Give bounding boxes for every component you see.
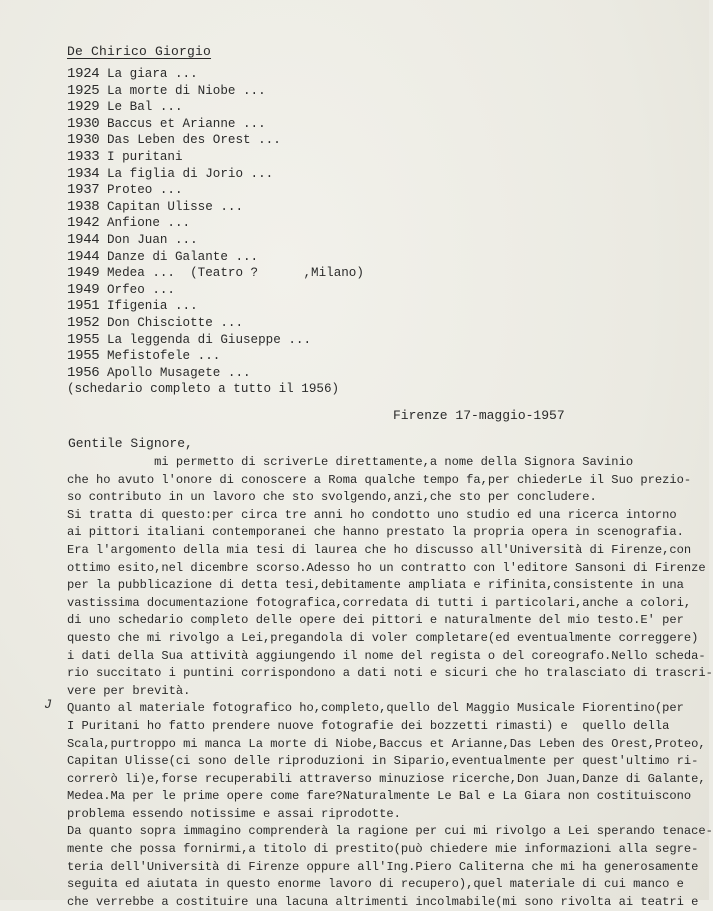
work-year: 1951 (67, 298, 100, 315)
work-item (67, 332, 364, 349)
work-year: 1930 (67, 115, 100, 132)
body-line: problema essendo notissime e assai riprodotte. (67, 806, 401, 821)
body-line: rio succitato i puntini corrispondono a dati noti e sicuri che ho tralasciato di trascri- (67, 666, 713, 681)
work-title: Das Leben des Orest ... (106, 133, 281, 148)
work-year: 1949 (67, 281, 100, 298)
work-item (67, 298, 364, 315)
work-item (67, 182, 364, 199)
work-item (67, 265, 364, 282)
work-year: 1955 (67, 348, 100, 365)
body-line: correrò li)e,forse recuperabili attraverso minuziose ricerche,Don Juan,Danze di Galante, (67, 771, 706, 786)
work-year: 1934 (67, 165, 100, 182)
work-year: 1929 (67, 99, 100, 116)
work-title: Ifigenia ... (106, 299, 198, 314)
letter-body (67, 454, 713, 911)
work-title: Mefistofele ... (106, 349, 221, 364)
body-line: I Puritani ho fatto prendere nuove fotografie dei bozzetti rimasti) e quello della (67, 718, 670, 733)
body-line: Capitan Ulisse(ci sono delle riproduzioni in Sipario,eventualmente per quest'ultimo ri- (67, 754, 699, 769)
work-item (67, 348, 364, 365)
body-line: mi permetto di scriverLe direttamente,a nome della Signora Savinio (67, 455, 634, 469)
work-item (67, 249, 364, 266)
work-item (67, 315, 364, 332)
work-title: La figlia di Jorio ... (106, 166, 274, 181)
work-item (67, 166, 364, 183)
body-line: seguita ed aiutata in questo enorme lavoro di recupero),quel materiale di cui manco e (67, 877, 684, 892)
body-line: per la pubblicazione di detta tesi,debitamente ampliata e rifinita,consistente in una (67, 578, 684, 593)
body-line: Era l'argomento della mia tesi di laurea che ho discusso all'Università di Firenze,con (67, 542, 692, 557)
body-line: vere per brevità. (67, 683, 191, 698)
schedario-note: (schedario completo a tutto il 1956) (67, 382, 340, 397)
document-heading: De Chirico Giorgio (67, 44, 212, 59)
work-item (67, 232, 364, 249)
work-item (67, 99, 364, 116)
body-line: mente che possa fornirmi,a titolo di prestito(può chiedere mie informazioni alla segre- (67, 842, 699, 857)
body-line: ai pittori italiani contemporanei che hanno prestato la propria opera in scenografia. (67, 525, 684, 540)
work-year: 1956 (67, 364, 100, 381)
body-line: di uno schedario completo delle opere dei pittori e naturalmente del mio testo.E' per (67, 613, 684, 628)
work-year: 1930 (67, 132, 100, 149)
work-title: I puritani (106, 149, 183, 164)
work-title: Medea ... (Teatro ? ,Milano) (106, 266, 364, 281)
body-line: vastissima documentazione fotografica,corredata di tutti i particolari,anche a colori, (67, 595, 692, 610)
work-item (67, 66, 364, 83)
body-line: Si tratta di questo:per circa tre anni ho condotto uno studio ed una ricerca intorno (67, 507, 677, 522)
work-title: Anfione ... (106, 216, 191, 231)
work-item (67, 215, 364, 232)
body-line: ottimo esito,nel dicembre scorso.Adesso ho un contratto con l'editore Sansoni di Firenze (67, 560, 706, 575)
work-year: 1937 (67, 182, 100, 199)
work-year: 1955 (67, 331, 100, 348)
work-item (67, 149, 364, 166)
work-item (67, 116, 364, 133)
body-line: che verrebbe a costituire una lacuna altrimenti incolmabile(mi sono rivolta ai teatri e (67, 894, 699, 909)
body-line: Scala,purtroppo mi manca La morte di Niobe,Baccus et Arianne,Das Leben des Orest,Proteo, (67, 736, 706, 751)
body-line: Medea.Ma per le prime opere come fare?Naturalmente Le Bal e La Giara non costituiscono (67, 789, 692, 804)
work-title: Capitan Ulisse ... (106, 199, 244, 214)
works-list (67, 66, 364, 398)
work-year: 1938 (67, 198, 100, 215)
work-title: Baccus et Arianne ... (106, 116, 266, 131)
work-title: Apollo Musagete ... (106, 365, 251, 380)
work-title: Proteo ... (106, 183, 183, 198)
work-year: 1924 (67, 66, 100, 82)
work-title: La giara ... (106, 67, 198, 81)
body-line: teria dell'Università di Firenze oppure all'Ing.Piero Caliterna che mi ha generosamente (67, 859, 699, 874)
work-year: 1933 (67, 148, 100, 165)
work-title: Don Chisciotte ... (106, 315, 244, 330)
body-line: so contributo in un lavoro che sto svolgendo,anzi,che sto per concludere. (67, 490, 597, 505)
work-title: Le Bal ... (106, 100, 183, 115)
body-line: questo che mi rivolgo a Lei,pregandola di voler completare(ed eventualmente correggere) (67, 630, 699, 645)
work-year: 1949 (67, 265, 100, 282)
work-title: Danze di Galante ... (106, 249, 259, 264)
work-item (67, 199, 364, 216)
body-line: che ho avuto l'onore di conoscere a Roma qualche tempo fa,per chiederLe il Suo prezio- (67, 472, 692, 487)
body-line: Quanto al materiale fotografico ho,completo,quello del Maggio Musicale Fiorentino(per (67, 701, 684, 716)
work-item (67, 132, 364, 149)
work-year: 1925 (67, 82, 100, 99)
work-title: La leggenda di Giuseppe ... (106, 332, 312, 347)
work-title: La morte di Niobe ... (106, 83, 266, 98)
body-line: i dati della Sua attività aggiungendo il nome del regista o del coreografo.Nello schedа- (67, 648, 706, 663)
salutation: Gentile Signore, (68, 436, 193, 451)
work-title: Don Juan ... (106, 232, 198, 247)
margin-handwritten-mark: J (44, 697, 52, 712)
work-year: 1944 (67, 248, 100, 265)
work-year: 1942 (67, 215, 100, 232)
dateline: Firenze 17-maggio-1957 (393, 408, 565, 423)
work-year: 1944 (67, 231, 100, 248)
work-item (67, 282, 364, 299)
body-line: Da quanto sopra immagino comprenderà la ragione per cui mi rivolgo a Lei sperando tenace- (67, 824, 713, 839)
work-item (67, 365, 364, 382)
work-title: Orfeo ... (106, 282, 175, 297)
work-year: 1952 (67, 314, 100, 331)
work-item (67, 83, 364, 100)
